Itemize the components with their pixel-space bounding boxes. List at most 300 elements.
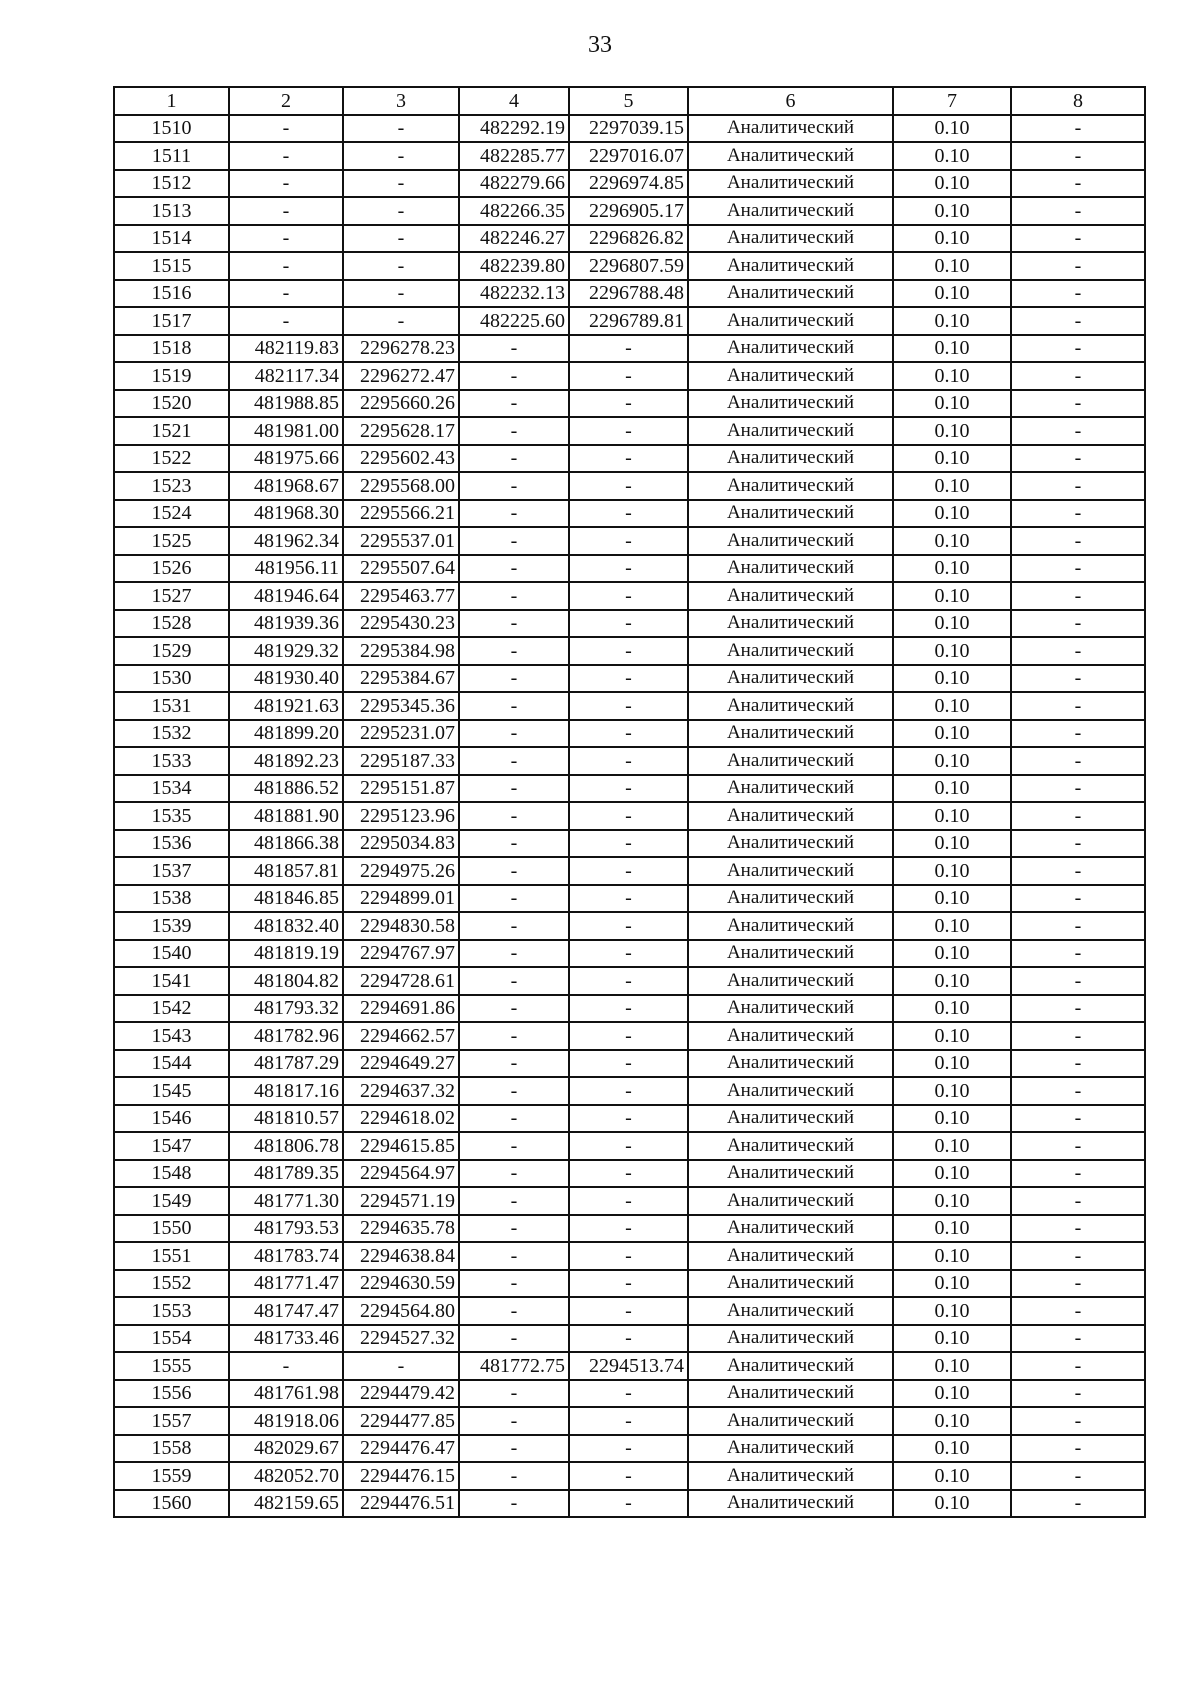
table-row <box>114 995 1145 1023</box>
table-cell-col-1: 1548 <box>114 1160 229 1188</box>
table-cell-col-8: - <box>1011 775 1145 803</box>
table-row <box>114 555 1145 583</box>
table-row <box>114 1325 1145 1353</box>
table-cell-col-4: - <box>459 1132 569 1160</box>
table-cell-col-1: 1525 <box>114 527 229 555</box>
table-cell-col-2: 481939.36 <box>229 610 343 638</box>
table-cell-col-4: 482279.66 <box>459 170 569 198</box>
table-row <box>114 417 1145 445</box>
table-cell-col-2: 481810.57 <box>229 1105 343 1133</box>
table-cell-col-4: - <box>459 335 569 363</box>
table-cell-col-8: - <box>1011 500 1145 528</box>
table-cell-col-1: 1518 <box>114 335 229 363</box>
table-cell-col-1: 1511 <box>114 142 229 170</box>
table-cell-col-2: 481981.00 <box>229 417 343 445</box>
table-cell-col-4: - <box>459 692 569 720</box>
table-cell-col-1: 1553 <box>114 1297 229 1325</box>
table-cell-col-6: Аналитический <box>688 307 893 335</box>
table-cell-col-5: - <box>569 995 688 1023</box>
table-cell-col-8: - <box>1011 692 1145 720</box>
table-cell-col-8: - <box>1011 390 1145 418</box>
table-cell-col-6: Аналитический <box>688 527 893 555</box>
table-cell-col-4: - <box>459 1270 569 1298</box>
table-cell-col-2: 481806.78 <box>229 1132 343 1160</box>
table-cell-col-5: - <box>569 1435 688 1463</box>
table-cell-col-1: 1528 <box>114 610 229 638</box>
table-cell-col-6: Аналитический <box>688 170 893 198</box>
table-cell-col-8: - <box>1011 307 1145 335</box>
table-cell-col-2: 481817.16 <box>229 1077 343 1105</box>
table-row <box>114 1050 1145 1078</box>
coordinates-table <box>113 86 1146 1518</box>
table-row <box>114 637 1145 665</box>
table-cell-col-2: 481782.96 <box>229 1022 343 1050</box>
column-header-4: 4 <box>459 87 569 115</box>
table-cell-col-7: 0.10 <box>893 1380 1011 1408</box>
table-row <box>114 1077 1145 1105</box>
table-cell-col-3: 2295123.96 <box>343 802 459 830</box>
table-cell-col-8: - <box>1011 1407 1145 1435</box>
table-cell-col-5: - <box>569 527 688 555</box>
table-cell-col-7: 0.10 <box>893 1022 1011 1050</box>
table-cell-col-1: 1559 <box>114 1462 229 1490</box>
table-cell-col-8: - <box>1011 720 1145 748</box>
table-row <box>114 1132 1145 1160</box>
table-row <box>114 610 1145 638</box>
table-cell-col-8: - <box>1011 1242 1145 1270</box>
table-row <box>114 1407 1145 1435</box>
table-cell-col-1: 1542 <box>114 995 229 1023</box>
table-cell-col-1: 1557 <box>114 1407 229 1435</box>
table-cell-col-5: - <box>569 1297 688 1325</box>
table-row <box>114 747 1145 775</box>
table-cell-col-3: 2294691.86 <box>343 995 459 1023</box>
table-cell-col-2: - <box>229 170 343 198</box>
table-cell-col-3: 2294564.97 <box>343 1160 459 1188</box>
table-row <box>114 445 1145 473</box>
table-cell-col-2: - <box>229 307 343 335</box>
table-cell-col-6: Аналитический <box>688 967 893 995</box>
table-cell-col-1: 1550 <box>114 1215 229 1243</box>
table-cell-col-2: - <box>229 115 343 143</box>
table-cell-col-7: 0.10 <box>893 1490 1011 1518</box>
table-row <box>114 1352 1145 1380</box>
table-row <box>114 1297 1145 1325</box>
table-cell-col-3: 2294564.80 <box>343 1297 459 1325</box>
table-cell-col-1: 1533 <box>114 747 229 775</box>
table-cell-col-7: 0.10 <box>893 1462 1011 1490</box>
table-cell-col-8: - <box>1011 170 1145 198</box>
table-cell-col-7: 0.10 <box>893 390 1011 418</box>
table-cell-col-7: 0.10 <box>893 170 1011 198</box>
table-cell-col-4: 482292.19 <box>459 115 569 143</box>
table-row <box>114 1105 1145 1133</box>
table-cell-col-5: 2296788.48 <box>569 280 688 308</box>
table-cell-col-7: 0.10 <box>893 115 1011 143</box>
table-cell-col-1: 1540 <box>114 940 229 968</box>
table-cell-col-4: - <box>459 1297 569 1325</box>
table-cell-col-5: - <box>569 967 688 995</box>
table-cell-col-3: 2294638.84 <box>343 1242 459 1270</box>
table-cell-col-2: - <box>229 1352 343 1380</box>
table-cell-col-2: 481747.47 <box>229 1297 343 1325</box>
table-cell-col-6: Аналитический <box>688 775 893 803</box>
table-cell-col-6: Аналитический <box>688 1490 893 1518</box>
table-cell-col-4: - <box>459 527 569 555</box>
table-cell-col-4: - <box>459 582 569 610</box>
table-cell-col-7: 0.10 <box>893 1187 1011 1215</box>
table-cell-col-6: Аналитический <box>688 1215 893 1243</box>
table-cell-col-7: 0.10 <box>893 747 1011 775</box>
table-cell-col-7: 0.10 <box>893 280 1011 308</box>
table-cell-col-3: - <box>343 142 459 170</box>
table-cell-col-4: 482239.80 <box>459 252 569 280</box>
table-cell-col-2: 481962.34 <box>229 527 343 555</box>
table-cell-col-4: - <box>459 1462 569 1490</box>
table-cell-col-8: - <box>1011 1435 1145 1463</box>
table-cell-col-1: 1530 <box>114 665 229 693</box>
table-row <box>114 335 1145 363</box>
table-cell-col-4: - <box>459 995 569 1023</box>
table-cell-col-6: Аналитический <box>688 472 893 500</box>
table-row <box>114 1435 1145 1463</box>
table-cell-col-1: 1549 <box>114 1187 229 1215</box>
table-cell-col-3: 2296278.23 <box>343 335 459 363</box>
table-cell-col-4: - <box>459 1160 569 1188</box>
table-cell-col-6: Аналитический <box>688 390 893 418</box>
table-cell-col-3: 2295187.33 <box>343 747 459 775</box>
table-cell-col-4: 482225.60 <box>459 307 569 335</box>
table-cell-col-8: - <box>1011 1380 1145 1408</box>
table-cell-col-4: 482285.77 <box>459 142 569 170</box>
table-cell-col-6: Аналитический <box>688 500 893 528</box>
table-row <box>114 252 1145 280</box>
table-cell-col-2: 481886.52 <box>229 775 343 803</box>
table-cell-col-3: 2294476.15 <box>343 1462 459 1490</box>
table-cell-col-5: - <box>569 335 688 363</box>
table-cell-col-7: 0.10 <box>893 252 1011 280</box>
table-cell-col-7: 0.10 <box>893 637 1011 665</box>
table-cell-col-6: Аналитический <box>688 665 893 693</box>
table-cell-col-4: - <box>459 747 569 775</box>
table-row <box>114 830 1145 858</box>
table-cell-col-2: 482159.65 <box>229 1490 343 1518</box>
table-cell-col-7: 0.10 <box>893 665 1011 693</box>
table-cell-col-1: 1526 <box>114 555 229 583</box>
table-cell-col-4: - <box>459 665 569 693</box>
table-cell-col-4: - <box>459 1435 569 1463</box>
table-cell-col-4: - <box>459 445 569 473</box>
table-cell-col-8: - <box>1011 1325 1145 1353</box>
table-cell-col-7: 0.10 <box>893 417 1011 445</box>
table-cell-col-4: 482266.35 <box>459 197 569 225</box>
table-cell-col-5: - <box>569 362 688 390</box>
table-cell-col-6: Аналитический <box>688 885 893 913</box>
table-cell-col-6: Аналитический <box>688 610 893 638</box>
table-cell-col-4: - <box>459 802 569 830</box>
table-cell-col-6: Аналитический <box>688 1077 893 1105</box>
table-cell-col-3: - <box>343 197 459 225</box>
table-cell-col-3: 2294476.47 <box>343 1435 459 1463</box>
table-cell-col-8: - <box>1011 637 1145 665</box>
table-cell-col-4: - <box>459 1242 569 1270</box>
table-cell-col-6: Аналитический <box>688 995 893 1023</box>
table-header-row <box>114 87 1145 115</box>
table-cell-col-6: Аналитический <box>688 830 893 858</box>
table-cell-col-4: 482232.13 <box>459 280 569 308</box>
table-cell-col-1: 1552 <box>114 1270 229 1298</box>
table-cell-col-8: - <box>1011 912 1145 940</box>
table-cell-col-8: - <box>1011 527 1145 555</box>
table-cell-col-6: Аналитический <box>688 1352 893 1380</box>
table-cell-col-5: 2296826.82 <box>569 225 688 253</box>
table-cell-col-5: - <box>569 1462 688 1490</box>
table-cell-col-3: 2295231.07 <box>343 720 459 748</box>
table-cell-col-8: - <box>1011 830 1145 858</box>
table-cell-col-7: 0.10 <box>893 1077 1011 1105</box>
table-cell-col-3: - <box>343 1352 459 1380</box>
table-cell-col-3: 2294637.32 <box>343 1077 459 1105</box>
table-cell-col-5: - <box>569 417 688 445</box>
table-row <box>114 665 1145 693</box>
table-body <box>114 115 1145 1518</box>
table-row <box>114 1160 1145 1188</box>
table-cell-col-7: 0.10 <box>893 1050 1011 1078</box>
table-cell-col-8: - <box>1011 225 1145 253</box>
table-cell-col-1: 1558 <box>114 1435 229 1463</box>
table-row <box>114 390 1145 418</box>
table-cell-col-6: Аналитический <box>688 142 893 170</box>
table-cell-col-4: - <box>459 1022 569 1050</box>
table-cell-col-8: - <box>1011 995 1145 1023</box>
table-cell-col-8: - <box>1011 1160 1145 1188</box>
table-cell-col-3: 2295345.36 <box>343 692 459 720</box>
table-row <box>114 1490 1145 1518</box>
table-cell-col-3: 2294615.85 <box>343 1132 459 1160</box>
table-cell-col-7: 0.10 <box>893 445 1011 473</box>
table-cell-col-8: - <box>1011 747 1145 775</box>
table-cell-col-2: 481733.46 <box>229 1325 343 1353</box>
table-cell-col-6: Аналитический <box>688 802 893 830</box>
table-row <box>114 280 1145 308</box>
table-cell-col-8: - <box>1011 197 1145 225</box>
table-cell-col-6: Аналитический <box>688 940 893 968</box>
table-cell-col-1: 1513 <box>114 197 229 225</box>
table-row <box>114 1380 1145 1408</box>
table-row <box>114 1462 1145 1490</box>
table-cell-col-7: 0.10 <box>893 362 1011 390</box>
table-cell-col-5: 2294513.74 <box>569 1352 688 1380</box>
table-cell-col-4: - <box>459 1077 569 1105</box>
table-cell-col-8: - <box>1011 967 1145 995</box>
table-cell-col-7: 0.10 <box>893 1435 1011 1463</box>
table-cell-col-6: Аналитический <box>688 1462 893 1490</box>
table-cell-col-2: 481968.30 <box>229 500 343 528</box>
table-cell-col-2: 481771.47 <box>229 1270 343 1298</box>
table-row <box>114 500 1145 528</box>
table-row <box>114 362 1145 390</box>
table-cell-col-6: Аналитический <box>688 1242 893 1270</box>
table-cell-col-8: - <box>1011 885 1145 913</box>
table-row <box>114 527 1145 555</box>
table-row <box>114 885 1145 913</box>
column-header-5: 5 <box>569 87 688 115</box>
table-cell-col-8: - <box>1011 1297 1145 1325</box>
table-cell-col-1: 1517 <box>114 307 229 335</box>
table-cell-col-4: - <box>459 1325 569 1353</box>
table-cell-col-4: - <box>459 720 569 748</box>
table-cell-col-5: 2296974.85 <box>569 170 688 198</box>
table-cell-col-8: - <box>1011 417 1145 445</box>
table-cell-col-8: - <box>1011 555 1145 583</box>
page-number: 33 <box>588 32 612 58</box>
table-cell-col-4: - <box>459 885 569 913</box>
table-cell-col-1: 1537 <box>114 857 229 885</box>
table-cell-col-1: 1545 <box>114 1077 229 1105</box>
column-header-6: 6 <box>688 87 893 115</box>
table-cell-col-2: 481793.32 <box>229 995 343 1023</box>
table-cell-col-4: - <box>459 1380 569 1408</box>
table-cell-col-2: 481771.30 <box>229 1187 343 1215</box>
table-cell-col-5: - <box>569 1160 688 1188</box>
table-cell-col-5: - <box>569 912 688 940</box>
table-cell-col-4: - <box>459 500 569 528</box>
table-cell-col-6: Аналитический <box>688 1050 893 1078</box>
table-cell-col-1: 1522 <box>114 445 229 473</box>
table-cell-col-8: - <box>1011 1077 1145 1105</box>
table-cell-col-2: 481921.63 <box>229 692 343 720</box>
table-cell-col-6: Аналитический <box>688 1380 893 1408</box>
table-cell-col-5: - <box>569 445 688 473</box>
table-cell-col-7: 0.10 <box>893 307 1011 335</box>
table-cell-col-3: 2294662.57 <box>343 1022 459 1050</box>
table-cell-col-8: - <box>1011 940 1145 968</box>
table-row <box>114 472 1145 500</box>
table-cell-col-6: Аналитический <box>688 115 893 143</box>
table-cell-col-2: 481783.74 <box>229 1242 343 1270</box>
table-cell-col-1: 1546 <box>114 1105 229 1133</box>
table-cell-col-1: 1531 <box>114 692 229 720</box>
table-cell-col-5: - <box>569 555 688 583</box>
table-cell-col-1: 1543 <box>114 1022 229 1050</box>
table-cell-col-7: 0.10 <box>893 582 1011 610</box>
table-cell-col-4: - <box>459 1490 569 1518</box>
table-cell-col-6: Аналитический <box>688 1132 893 1160</box>
table-cell-col-8: - <box>1011 1022 1145 1050</box>
table-cell-col-3: 2295602.43 <box>343 445 459 473</box>
table-cell-col-5: 2297016.07 <box>569 142 688 170</box>
table-row <box>114 692 1145 720</box>
table-cell-col-5: - <box>569 637 688 665</box>
table-cell-col-8: - <box>1011 1490 1145 1518</box>
table-cell-col-1: 1519 <box>114 362 229 390</box>
table-cell-col-3: - <box>343 307 459 335</box>
table-cell-col-5: - <box>569 1132 688 1160</box>
table-cell-col-2: 481793.53 <box>229 1215 343 1243</box>
table-cell-col-7: 0.10 <box>893 1270 1011 1298</box>
table-cell-col-5: - <box>569 610 688 638</box>
table-cell-col-5: - <box>569 940 688 968</box>
table-cell-col-5: - <box>569 692 688 720</box>
table-cell-col-4: - <box>459 1215 569 1243</box>
table-cell-col-7: 0.10 <box>893 1352 1011 1380</box>
column-header-7: 7 <box>893 87 1011 115</box>
table-row <box>114 1187 1145 1215</box>
table-cell-col-8: - <box>1011 1270 1145 1298</box>
table-cell-col-8: - <box>1011 115 1145 143</box>
table-cell-col-2: 481892.23 <box>229 747 343 775</box>
table-cell-col-1: 1527 <box>114 582 229 610</box>
column-header-1: 1 <box>114 87 229 115</box>
table-cell-col-8: - <box>1011 610 1145 638</box>
table-cell-col-7: 0.10 <box>893 802 1011 830</box>
column-header-8: 8 <box>1011 87 1145 115</box>
table-cell-col-3: 2294728.61 <box>343 967 459 995</box>
table-cell-col-7: 0.10 <box>893 995 1011 1023</box>
table-cell-col-8: - <box>1011 362 1145 390</box>
table-cell-col-2: - <box>229 280 343 308</box>
table-row <box>114 912 1145 940</box>
table-cell-col-5: - <box>569 775 688 803</box>
table-cell-col-4: - <box>459 637 569 665</box>
table-cell-col-6: Аналитический <box>688 280 893 308</box>
table-row <box>114 170 1145 198</box>
table-cell-col-7: 0.10 <box>893 1160 1011 1188</box>
table-cell-col-3: 2294571.19 <box>343 1187 459 1215</box>
table-cell-col-2: 481819.19 <box>229 940 343 968</box>
table-cell-col-3: 2295034.83 <box>343 830 459 858</box>
table-cell-col-1: 1551 <box>114 1242 229 1270</box>
table-cell-col-3: - <box>343 115 459 143</box>
table-cell-col-1: 1554 <box>114 1325 229 1353</box>
table-cell-col-8: - <box>1011 665 1145 693</box>
table-cell-col-3: 2294618.02 <box>343 1105 459 1133</box>
table-cell-col-2: 481899.20 <box>229 720 343 748</box>
table-row <box>114 115 1145 143</box>
table-cell-col-3: 2294635.78 <box>343 1215 459 1243</box>
table-cell-col-4: - <box>459 362 569 390</box>
table-cell-col-7: 0.10 <box>893 472 1011 500</box>
table-cell-col-7: 0.10 <box>893 967 1011 995</box>
table-cell-col-5: - <box>569 1380 688 1408</box>
table-cell-col-7: 0.10 <box>893 197 1011 225</box>
table-cell-col-7: 0.10 <box>893 885 1011 913</box>
table-cell-col-5: - <box>569 857 688 885</box>
column-header-3: 3 <box>343 87 459 115</box>
table-cell-col-3: 2294477.85 <box>343 1407 459 1435</box>
table-cell-col-3: 2294830.58 <box>343 912 459 940</box>
table-cell-col-3: 2294975.26 <box>343 857 459 885</box>
table-cell-col-6: Аналитический <box>688 1022 893 1050</box>
table-cell-col-5: - <box>569 665 688 693</box>
table-cell-col-5: - <box>569 1050 688 1078</box>
table-cell-col-3: 2294899.01 <box>343 885 459 913</box>
table-cell-col-2: 481789.35 <box>229 1160 343 1188</box>
table-cell-col-6: Аналитический <box>688 555 893 583</box>
table-cell-col-3: 2295384.67 <box>343 665 459 693</box>
table-cell-col-6: Аналитический <box>688 720 893 748</box>
table-cell-col-5: - <box>569 1270 688 1298</box>
table-cell-col-1: 1556 <box>114 1380 229 1408</box>
table-cell-col-1: 1521 <box>114 417 229 445</box>
table-row <box>114 1270 1145 1298</box>
table-row <box>114 197 1145 225</box>
table-cell-col-7: 0.10 <box>893 1215 1011 1243</box>
table-cell-col-7: 0.10 <box>893 692 1011 720</box>
table-cell-col-3: 2295430.23 <box>343 610 459 638</box>
table-cell-col-3: 2295463.77 <box>343 582 459 610</box>
table-cell-col-4: 482246.27 <box>459 225 569 253</box>
